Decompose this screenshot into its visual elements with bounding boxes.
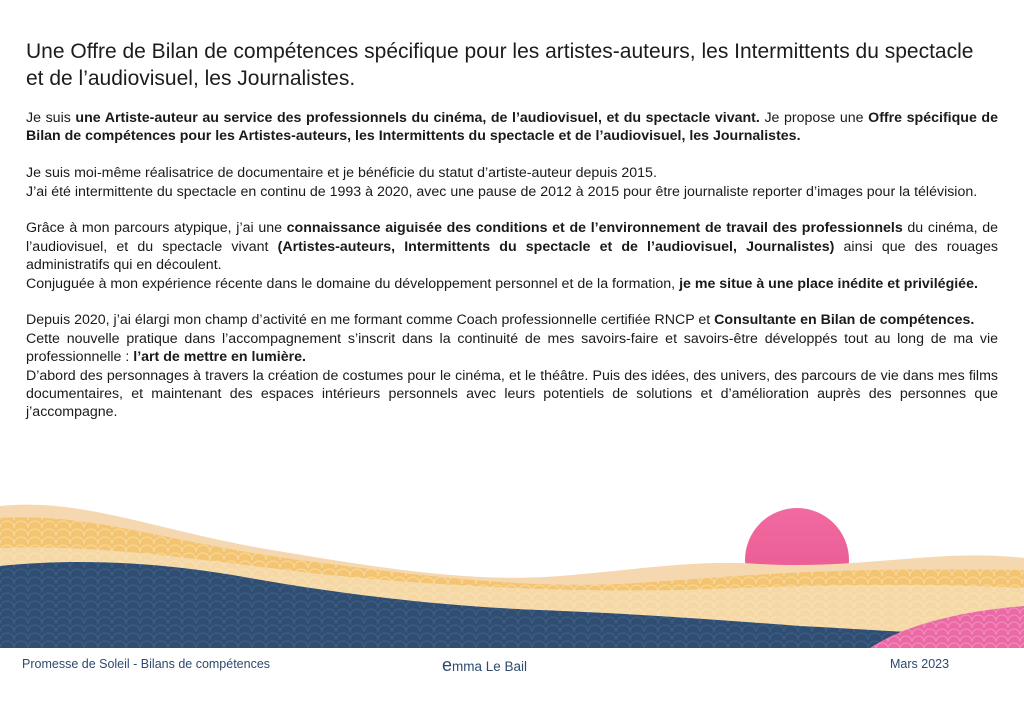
expertise-paragraph — [26, 219, 998, 293]
landscape-waves-illustration — [0, 488, 1024, 648]
intro-text-1: Je suis — [26, 110, 76, 126]
career-line-3: D’abord des personnages à travers la création de costumes pour le cinéma, et le théâtre. Puis des idées, des univers, des parcours de vie dans mes films documentaires, et maintenant des espaces intérieurs personnels avec leurs potentiels de solutions et d’amélioration auprès des personnes que j’accompagne. — [26, 367, 998, 421]
expertise-line-2 — [26, 275, 998, 293]
intro-paragraph — [26, 109, 998, 146]
main-content — [26, 109, 998, 440]
expertise-bold-1: connaissance aiguisée des conditions et de l’environnement de travail des professionnels — [286, 220, 903, 237]
career-line-2 — [26, 330, 998, 367]
career-line-1 — [26, 311, 998, 329]
background-line-1: Je suis moi-même réalisatrice de documentaire et je bénéficie du statut d’artiste-auteur depuis 2015. — [26, 165, 657, 182]
expertise-bold-2: (Artistes-auteurs, Intermittents du spectacle et de l’audiovisuel, Journalistes) — [277, 238, 835, 255]
intro-bold-1: une Artiste-auteur au service des professionnels du cinéma, de l’audiovisuel, et du spectacle vivant. — [75, 110, 760, 126]
intro-text-2: Je propose une — [759, 110, 869, 126]
logo-e: e — [442, 655, 453, 675]
career-paragraph — [26, 311, 998, 421]
background-line-2: J’ai été intermittente du spectacle en continu de 1993 à 2020, avec une pause de 2012 à 2015 pour être journaliste reporter d’images pour la télévision. — [26, 183, 978, 200]
career-bold-1: Consultante en Bilan de compétences. — [714, 312, 975, 329]
footer-date: Mars 2023 — [890, 657, 950, 671]
career-bold-2: l’art de mettre en lumière. — [133, 349, 306, 366]
intro-bold-2: Offre spécifique de Bilan de compétences pour les Artistes-auteurs, les Intermittents du spectacle et de l’audiovisuel, les Journalistes. — [26, 110, 998, 145]
expertise-text-2: du cinéma, de l’audiovisuel, et du spectacle vivant — [26, 220, 998, 255]
footer-logo — [442, 655, 527, 676]
expertise-text-1: Grâce à mon parcours atypique, j’ai une — [26, 220, 287, 237]
logo-name: mma Le Bail — [452, 659, 528, 674]
expertise-text-3: ainsi que des rouages administratifs qui en découlent. — [26, 238, 998, 274]
background-paragraph — [26, 164, 998, 201]
expertise-bold-3: je me situe à une place inédite et privilégiée. — [679, 275, 978, 292]
expertise-text-4: Conjuguée à mon expérience récente dans le domaine du développement personnel et de la formation, — [26, 275, 680, 292]
page-title: Une Offre de Bilan de compétences spécifique pour les artistes-auteurs, les Intermittents du spectacle et de l’audiovisuel, les Journalistes. — [26, 40, 974, 90]
career-text-2: Cette nouvelle pratique dans l’accompagnement s’inscrit dans la continuité de mes savoirs-faire et savoirs-être développés tout au long de ma vie professionnelle : — [26, 330, 998, 366]
footer-left-label: Promesse de Soleil - Bilans de compétences — [22, 657, 271, 671]
career-text-1: Depuis 2020, j’ai élargi mon champ d’activité en me formant comme Coach professionnelle certifiée RNCP et — [26, 312, 715, 329]
expertise-line-1 — [26, 219, 998, 274]
